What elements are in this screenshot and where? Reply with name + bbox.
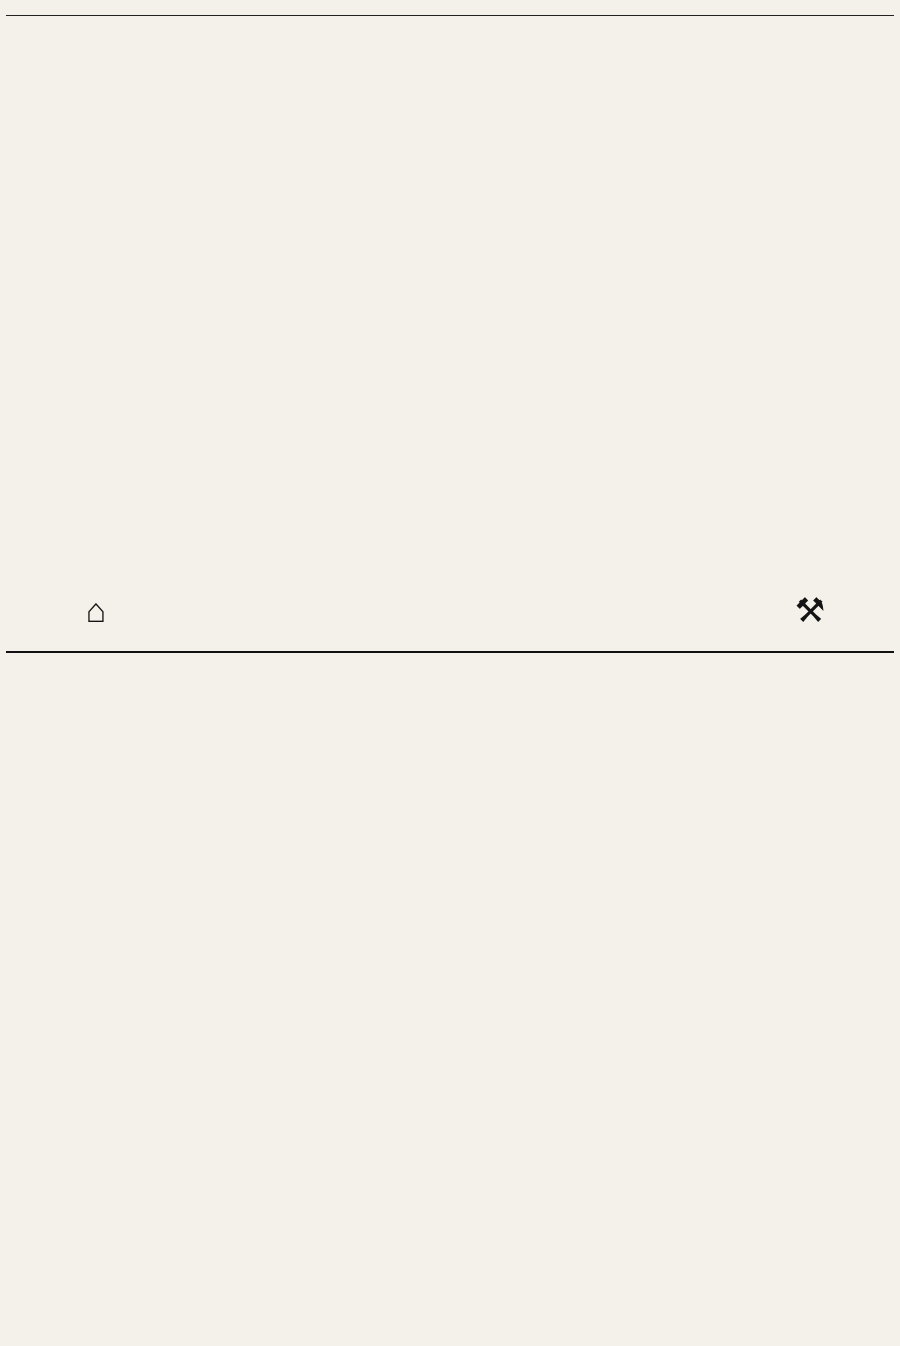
deadlines-line [6, 637, 894, 653]
house-icon: ⌂ [85, 593, 107, 630]
classifieds-top-section [6, 18, 894, 582]
service-guide-section [6, 656, 894, 1341]
masthead [6, 3, 894, 16]
toolbox-icon: ⚒ [794, 593, 826, 630]
home-service-guide-banner [140, 594, 760, 634]
